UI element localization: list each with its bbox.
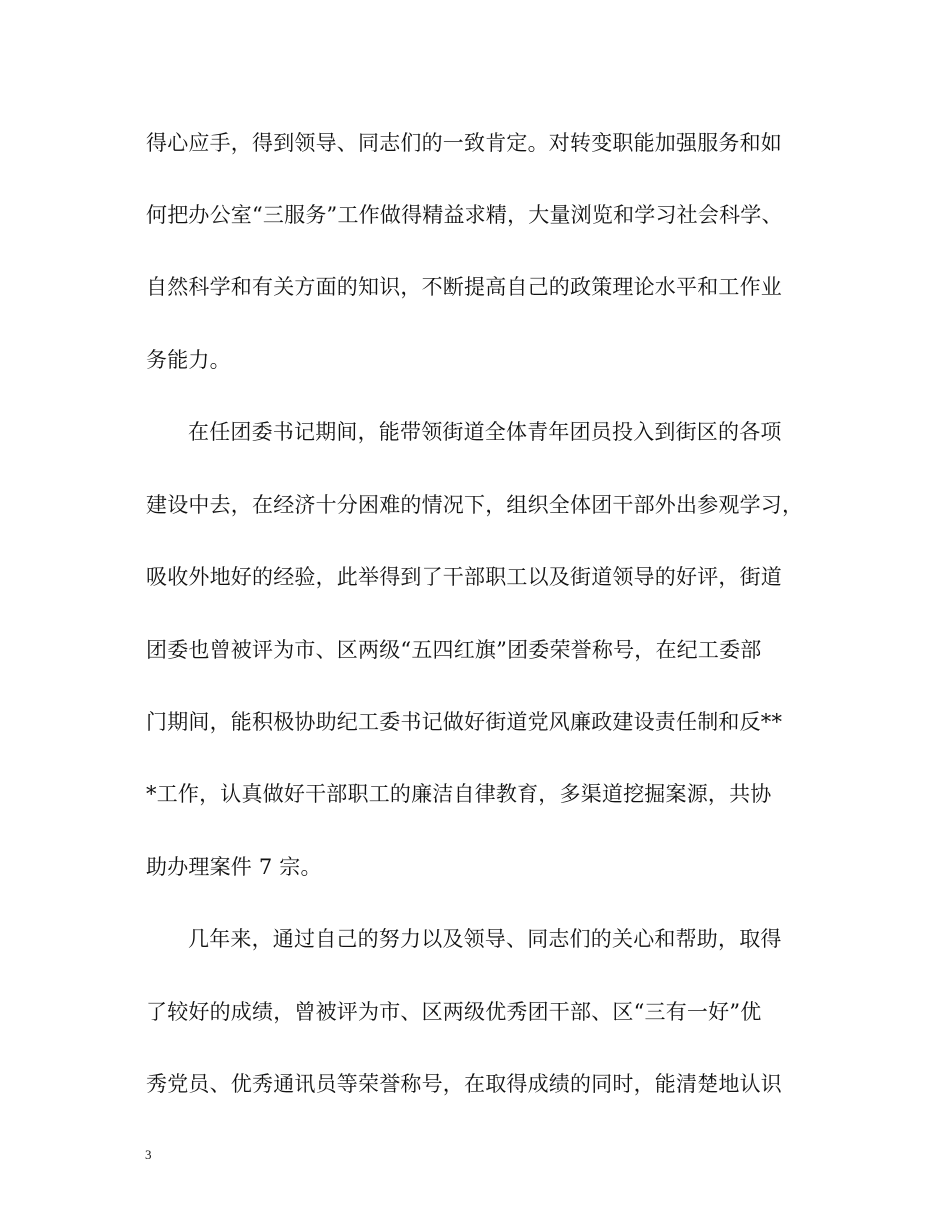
text-line: 在任团委书记期间，能带领街道全体青年团员投入到街区的各项 <box>188 420 782 444</box>
text-line: 自然科学和有关方面的知识，不断提高自己的政策理论水平和工作业 <box>146 275 782 299</box>
text-line: 得心应手，得到领导、同志们的一致肯定。对转变职能加强服务和如 <box>146 131 782 155</box>
text-line: *工作，认真做好干部职工的廉洁自律教育，多渠道挖掘案源，共协 <box>146 782 772 806</box>
text-line: 几年来，通过自己的努力以及领导、同志们的关心和帮助，取得 <box>188 927 782 951</box>
text-line: 何把办公室“三服务”工作做得精益求精，大量浏览和学习社会科学、 <box>146 203 783 227</box>
text-line: 团委也曾被评为市、区两级“五四红旗”团委荣誉称号，在纪工委部 <box>146 638 762 662</box>
text-line: 了较好的成绩，曾被评为市、区两级优秀团干部、区“三有一好”优 <box>146 1000 762 1024</box>
text-line: 吸收外地好的经验，此举得到了干部职工以及街道领导的好评，街道 <box>146 565 782 589</box>
text-line: 门期间，能积极协助纪工委书记做好街道党风廉政建设责任制和反** <box>146 710 783 734</box>
text-line: 建设中去，在经济十分困难的情况下，组织全体团干部外出参观学习， <box>146 493 804 517</box>
page-number: 3 <box>145 1147 152 1162</box>
text-line: 助办理案件 7 宗。 <box>146 855 322 879</box>
text-line: 秀党员、优秀通讯员等荣誉称号，在取得成绩的同时，能清楚地认识 <box>146 1072 782 1096</box>
text-line: 务能力。 <box>146 348 231 372</box>
